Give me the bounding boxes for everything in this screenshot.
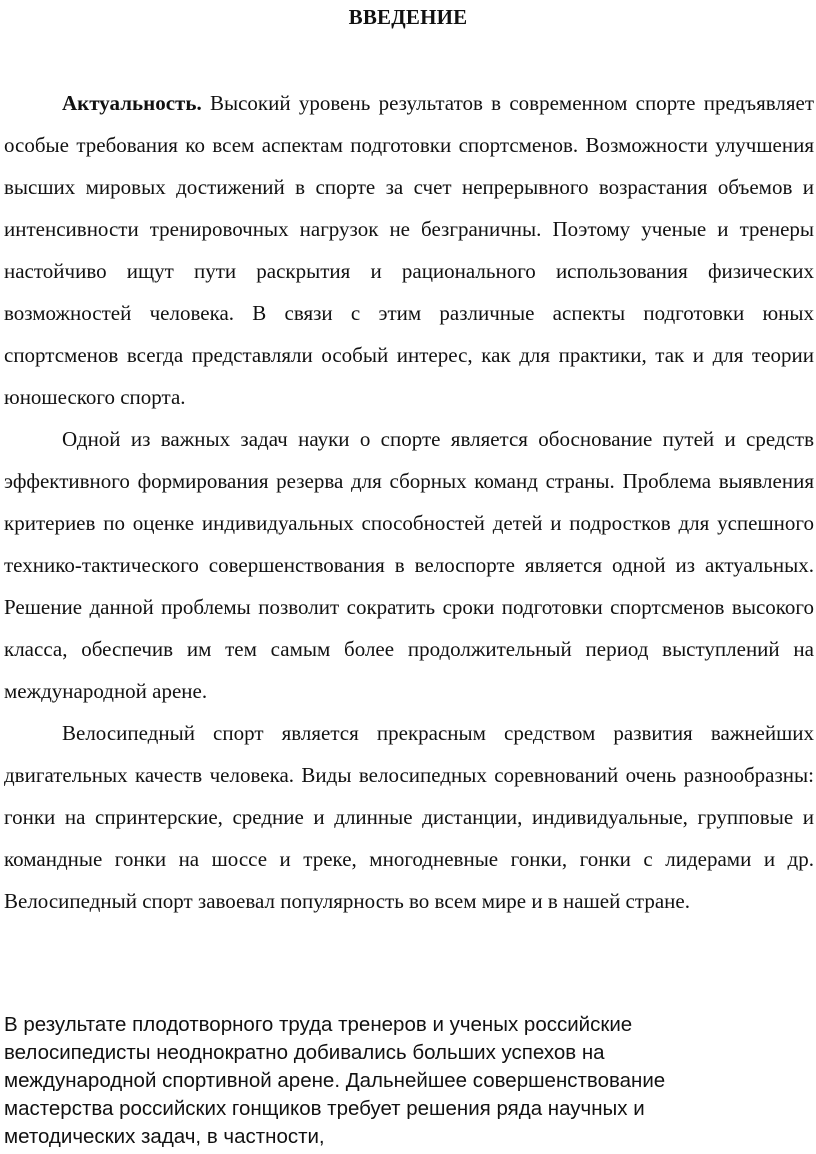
paragraph-reserve-text: Одной из важных задач науки о спорте является обоснование путей и средств эффективного формирования резерва для сборных команд страны. Проблема выявления критериев по оценке индивидуальных способностей детей и подростков для успешного технико-тактического совершенствования в велоспорте является одной из актуальных. Решение данной проблемы позволит сократить сроки подготовки спортсменов высокого класса, обеспечив им тем самым более продолжительный период выступлений на международной арене. <box>4 427 814 703</box>
paragraph-cycling <box>4 712 814 922</box>
paragraph-results: В результате плодотворного труда тренеров и ученых российские велосипедисты неоднократно добивались больших успехов на международной спортивной арене. Дальнейшее совершенствование мастерства российских гонщиков требует решения ряда научных и методических задач, в частности, <box>4 1013 666 1148</box>
paragraph-relevance <box>4 82 814 418</box>
document-body <box>4 82 814 922</box>
paragraph-cycling-text: Велосипедный спорт является прекрасным средством развития важнейших двигательных качеств человека. Виды велосипедных соревнований очень разнообразны: гонки на спринтерские, средние и длинные дистанции, индивидуальные, групповые и командные гонки на шоссе и треке, многодневные гонки, гонки с лидерами и др. Велосипедный спорт завоевал популярность во всем мире и в нашей стране. <box>4 721 814 913</box>
document-title: ВВЕДЕНИЕ <box>348 5 468 29</box>
paragraph-relevance-text: Высокий уровень результатов в современном спорте предъявляет особые требования ко всем аспектам подготовки спортсменов. Возможности улучшения высших мировых достижений в спорте за счет непрерывного возрастания объемов и интенсивности тренировочных нагрузок не безграничны. Поэтому ученые и тренеры настойчиво ищут пути раскрытия и рационального использования физических возможностей человека. В связи с этим различные аспекты подготовки юных спортсменов всегда представляли особый интерес, как для практики, так и для теории юношеского спорта. <box>4 91 814 409</box>
paragraph-reserve <box>4 418 814 712</box>
relevance-lead: Актуальность. <box>62 91 202 115</box>
